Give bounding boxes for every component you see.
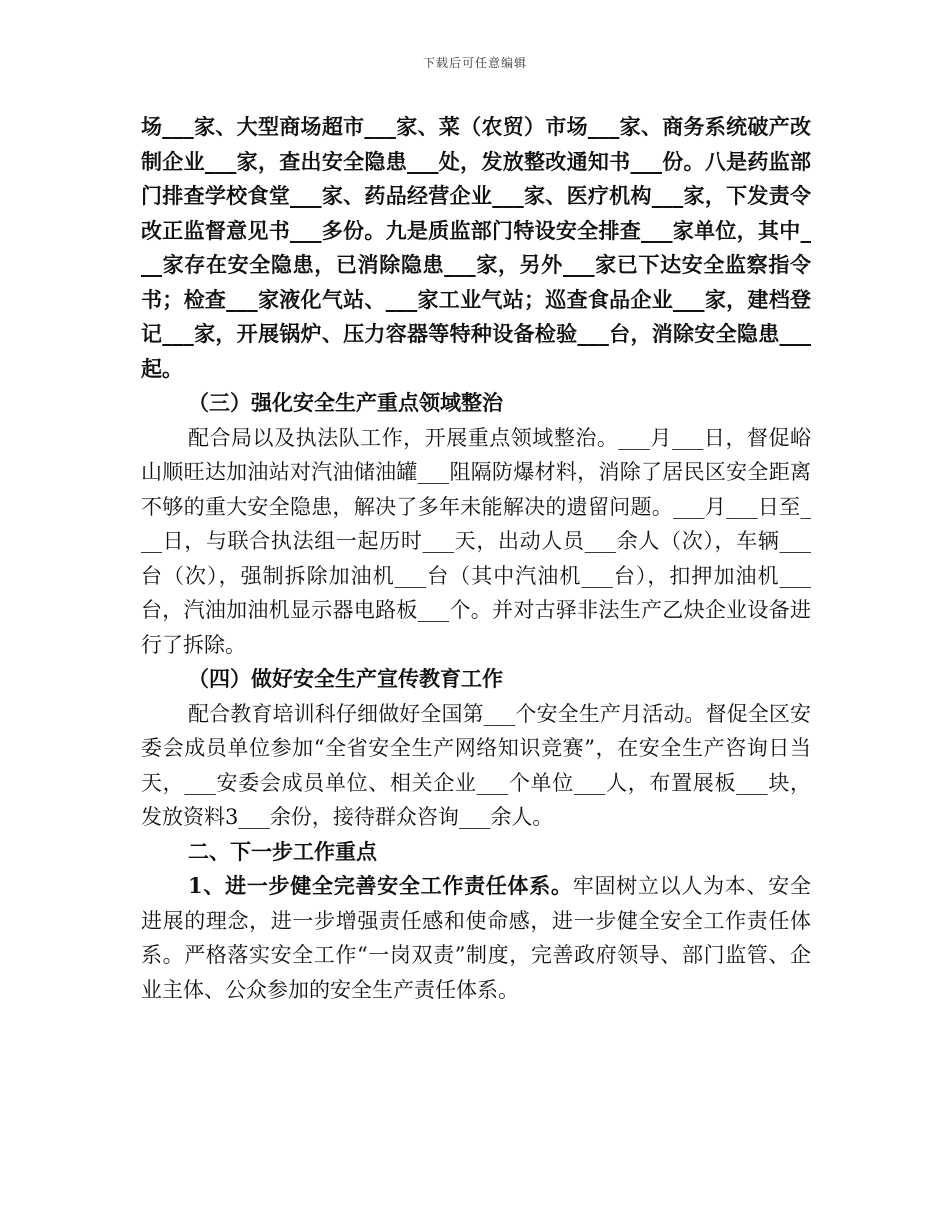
page-header: 下载后可任意编辑 <box>422 56 527 70</box>
paragraph-inspection-stats: 场___家、大型商场超市___家、菜（农贸）市场___家、商务系统破产改制企业___家，查出安全隐患___处，发放整改通知书___份。八是药监部门排查学校食堂___家、药品经营企业___家、医疗机构___家，下发责令改正监督意见书___多份。九是质监部门特设安全排查___家单位，其中___家存在安全隐患，已消除隐患___家，另外___家已下达安全监察指令书；检查___家液化气站、___家工业气站；巡查食品企业___家，建档登记___家，开展锅炉、压力容器等特种设备检验___台，消除安全隐患___起。 <box>141 114 811 381</box>
paragraph-responsibility-system <box>141 869 811 1007</box>
paragraph-key-area-rectification: 配合局以及执法队工作，开展重点领域整治。___月___日，督促峪山顺旺达加油站对汽油储油罐___阻隔防爆材料，消除了居民区安全距离不够的重大安全隐患，解决了多年未能解决的遗留问题。___月___日至___日，与联合执法组一起历时___天，出动人员___余人（次），车辆___台（次），强制拆除加油机___台（其中汽油机___台），扣押加油机___台，汽油加油机显示器电路板___个。并对古驿非法生产乙炔企业设备进行了拆除。 <box>141 425 811 657</box>
section-heading-4: （四）做好安全生产宣传教育工作 <box>188 666 503 691</box>
paragraph-lead-text: 1、进一步健全完善安全工作责任体系。 <box>188 873 573 898</box>
document-body <box>141 110 811 1007</box>
section-heading-next-steps: 二、下一步工作重点 <box>188 838 377 864</box>
paragraph-body-text: 牢固树立以人为本、安全进展的理念，进一步增强责任感和使命感，进一步健全安全工作责任体系。严格落实安全工作“一岗双责”制度，完善政府领导、部门监管、企业主体、公众参加的安全生产责任体系。 <box>141 874 811 1002</box>
section-heading-3: （三）强化安全生产重点领域整治 <box>188 390 503 415</box>
paragraph-publicity-education: 配合教育培训科仔细做好全国第___个安全生产月活动。督促全区安委会成员单位参加“全省安全生产网络知识竞赛”，在安全生产咨询日当天，___安委会成员单位、相关企业___个单位___人，布置展板___块，发放资料3___余份，接待群众咨询___余人。 <box>141 701 811 829</box>
